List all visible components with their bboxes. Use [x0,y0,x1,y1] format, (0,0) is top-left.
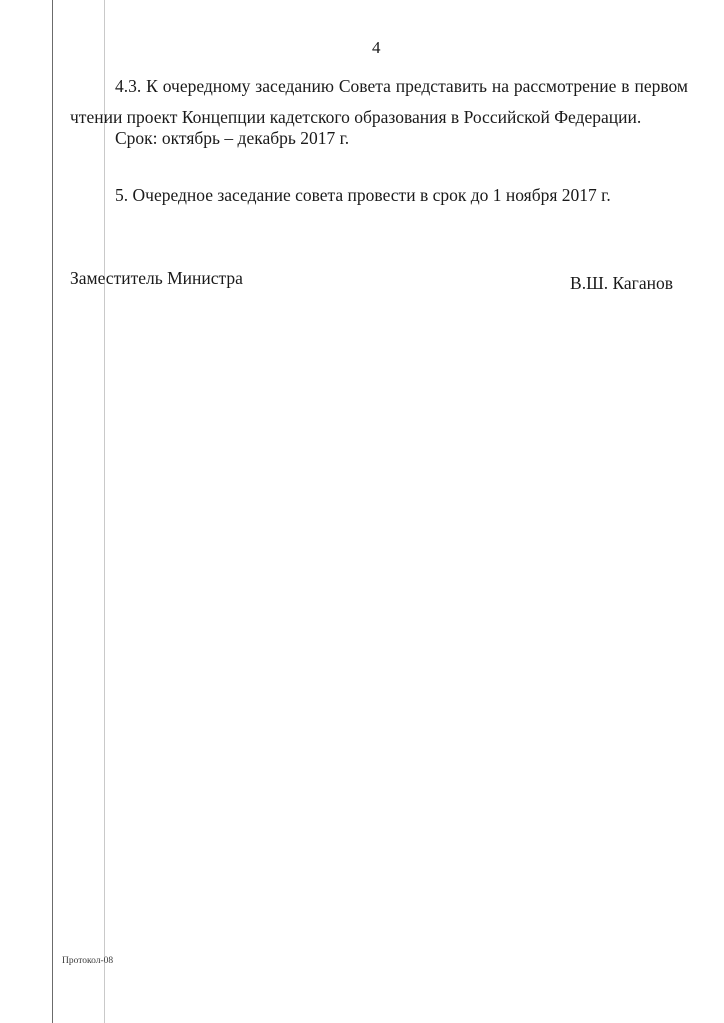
item-4-3-line-2: чтении проект Концепции кадетского образования в Российской Федерации. [70,107,642,127]
footer-document-code: Протокол-08 [62,956,114,966]
item-5-text: 5. Очередное заседание совета провести в срок до 1 ноября 2017 г. [115,185,611,205]
signatory-title: Заместитель Министра [70,268,243,288]
signatory-name: В.Ш. Каганов [570,273,673,293]
scan-binding-line [52,0,53,1023]
scan-margin-line [104,0,105,1023]
page-number: 4 [372,38,381,57]
item-4-3-deadline: Срок: октябрь – декабрь 2017 г. [115,128,350,148]
item-4-3-line-1: 4.3. К очередному заседанию Совета представить на рассмотрение в первом [115,76,688,96]
